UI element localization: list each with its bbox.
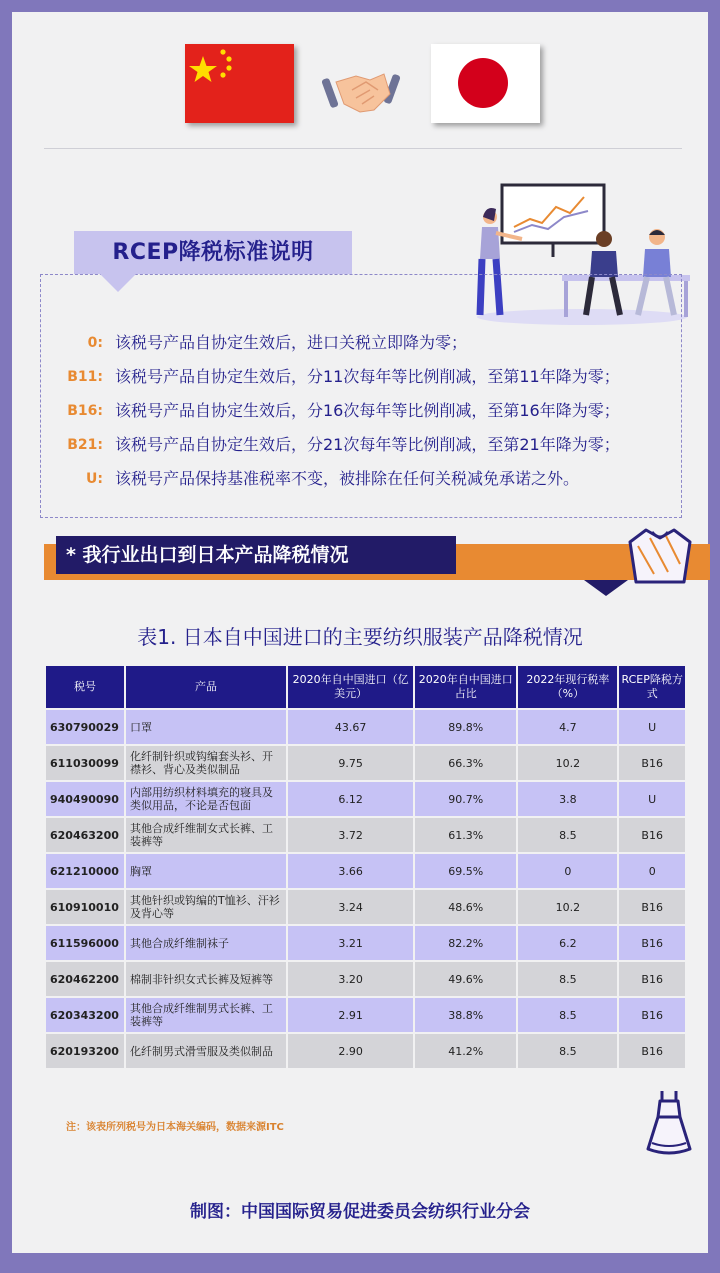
cell-rate: 8.5 [518,998,617,1032]
cell-share: 69.5% [415,854,516,888]
table-row [46,746,685,780]
credit-line: 制图：中国国际贸易促进委员会纺织行业分会 [190,1202,530,1222]
col-header-product: 产品 [126,666,286,708]
table-row [46,782,685,816]
cell-share: 38.8% [415,998,516,1032]
cell-rate: 6.2 [518,926,617,960]
cell-rcep: U [619,782,685,816]
cell-code: 620462200 [46,962,124,996]
cell-rcep: B16 [619,962,685,996]
cell-code: 620193200 [46,1034,124,1068]
cell-rate: 8.5 [518,818,617,852]
cell-rcep: B16 [619,998,685,1032]
cell-import: 2.90 [288,1034,413,1068]
table-row [46,926,685,960]
cell-product: 化纤制针织或钩编套头衫、开襟衫、背心及类似制品 [126,746,286,780]
cell-import: 43.67 [288,710,413,744]
cell-code: 611596000 [46,926,124,960]
table-row [46,818,685,852]
standard-description: 该税号产品自协定生效后，分16次每年等比例削减，至第16年降为零； [115,401,620,420]
cell-code: 621210000 [46,854,124,888]
cell-rcep: 0 [619,854,685,888]
col-header-import: 2020年自中国进口（亿美元） [288,666,413,708]
china-flag-icon [185,44,294,123]
cell-rate: 4.7 [518,710,617,744]
cell-code: 620463200 [46,818,124,852]
standard-code: U: [86,471,103,487]
table-header-row [46,666,685,708]
tariff-table [44,664,687,1070]
cell-code: 940490090 [46,782,124,816]
cell-import: 3.20 [288,962,413,996]
japan-flag-icon [431,44,540,123]
cell-import: 2.91 [288,998,413,1032]
cell-import: 3.72 [288,818,413,852]
cell-product: 其他合成纤维制女式长裤、工装裤等 [126,818,286,852]
table-title: 表1. 日本自中国进口的主要纺织服装产品降税情况 [137,625,583,649]
cell-rate: 10.2 [518,890,617,924]
cell-import: 3.21 [288,926,413,960]
dress-icon [644,1087,694,1163]
cell-code: 610910010 [46,890,124,924]
cell-rcep: B16 [619,1034,685,1068]
cell-share: 48.6% [415,890,516,924]
cell-rcep: B16 [619,746,685,780]
cell-code: 620343200 [46,998,124,1032]
standard-description: 该税号产品保持基准税率不变，被排除在任何关税减免承诺之外。 [115,469,580,488]
sweater-icon [624,524,696,590]
cell-product: 内部用纺织材料填充的寝具及类似用品，不论是否包面 [126,782,286,816]
cell-product: 其他针织或钩编的T恤衫、汗衫及背心等 [126,890,286,924]
cell-rcep: B16 [619,890,685,924]
cell-import: 3.66 [288,854,413,888]
infographic-card [12,12,708,1253]
standard-description: 该税号产品自协定生效后，进口关税立即降为零； [115,333,468,352]
cell-rate: 8.5 [518,962,617,996]
cell-share: 66.3% [415,746,516,780]
standard-description: 该税号产品自协定生效后，分21次每年等比例削减，至第21年降为零； [115,435,620,454]
col-header-rate: 2022年现行税率（%） [518,666,617,708]
col-header-rcep: RCEP降税方式 [619,666,685,708]
standards-tag-arrow [100,274,136,292]
cell-product: 化纤制男式滑雪服及类似制品 [126,1034,286,1068]
cell-product: 其他合成纤维制袜子 [126,926,286,960]
standard-code: 0: [87,335,103,351]
cell-product: 棉制非针织女式长裤及短裤等 [126,962,286,996]
cell-code: 630790029 [46,710,124,744]
section-pointer [584,580,628,596]
col-header-share: 2020年自中国进口占比 [415,666,516,708]
table-row [46,1034,685,1068]
cell-share: 89.8% [415,710,516,744]
cell-import: 9.75 [288,746,413,780]
standards-title: RCEP降税标准说明 [112,240,314,265]
standard-code: B11: [67,369,103,385]
standard-code: B21: [67,437,103,453]
cell-product: 胸罩 [126,854,286,888]
cell-rate: 0 [518,854,617,888]
cell-share: 41.2% [415,1034,516,1068]
cell-share: 82.2% [415,926,516,960]
handshake-icon [322,60,402,124]
table-row [46,962,685,996]
table-row [46,998,685,1032]
table-note: 注：该表所列税号为日本海关编码，数据来源ITC [66,1122,284,1133]
table-row [46,890,685,924]
cell-rate: 8.5 [518,1034,617,1068]
cell-product: 其他合成纤维制男式长裤、工装裤等 [126,998,286,1032]
cell-code: 611030099 [46,746,124,780]
divider [44,148,682,149]
table-row [46,710,685,744]
cell-rcep: B16 [619,818,685,852]
cell-import: 3.24 [288,890,413,924]
standard-code: B16: [67,403,103,419]
cell-rate: 3.8 [518,782,617,816]
table-row [46,854,685,888]
cell-rate: 10.2 [518,746,617,780]
cell-product: 口罩 [126,710,286,744]
cell-rcep: B16 [619,926,685,960]
cell-share: 61.3% [415,818,516,852]
cell-share: 49.6% [415,962,516,996]
section-title: * 我行业出口到日本产品降税情况 [56,536,456,574]
col-header-code: 税号 [46,666,124,708]
standards-box [40,274,682,518]
cell-share: 90.7% [415,782,516,816]
standard-description: 该税号产品自协定生效后，分11次每年等比例削减，至第11年降为零； [115,367,620,386]
cell-import: 6.12 [288,782,413,816]
cell-rcep: U [619,710,685,744]
